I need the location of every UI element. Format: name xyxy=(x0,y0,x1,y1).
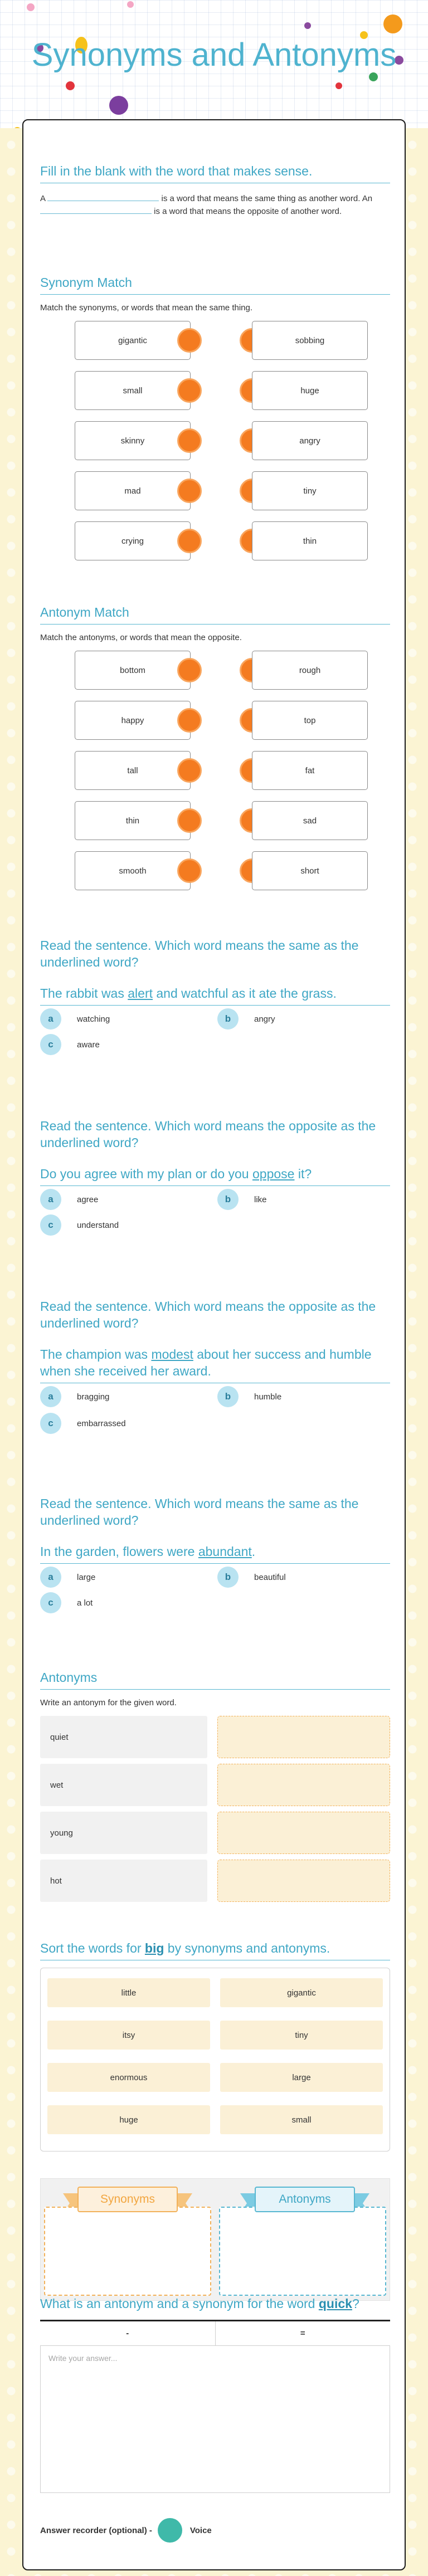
synonyms-bin-label: Synonyms xyxy=(77,2187,178,2212)
sort-word-chip[interactable]: tiny xyxy=(220,2021,383,2050)
synonym-match-heading: Synonym Match xyxy=(40,275,132,290)
antonym-word: hot xyxy=(40,1860,207,1902)
decor-dot xyxy=(109,96,128,115)
antonym-answer-field[interactable] xyxy=(217,1764,390,1806)
antonym-word: young xyxy=(40,1812,207,1854)
match-card-right[interactable]: fat xyxy=(252,751,368,790)
match-row xyxy=(40,371,390,410)
match-card-left[interactable]: gigantic xyxy=(75,321,191,360)
match-row xyxy=(40,801,390,840)
answer-option[interactable] xyxy=(40,1034,100,1055)
option-letter-badge: c xyxy=(40,1034,61,1055)
header-banner xyxy=(0,0,428,128)
sort-bins xyxy=(40,2178,390,2301)
match-connector[interactable] xyxy=(177,378,202,403)
match-card-right[interactable]: sobbing xyxy=(252,321,368,360)
antonym-row xyxy=(40,1812,390,1854)
sort-word-chip[interactable]: enormous xyxy=(47,2063,210,2092)
sort-word-chip[interactable]: huge xyxy=(47,2105,210,2134)
decor-dot xyxy=(127,1,134,8)
question-prompt: Read the sentence. Which word means the same as the underlined word? xyxy=(40,1496,359,1528)
sort-heading: Sort the words for big by synonyms and antonyms. xyxy=(40,1941,330,1955)
option-letter-badge: a xyxy=(40,1189,61,1210)
final-question xyxy=(40,2295,390,2535)
option-letter-badge: a xyxy=(40,1386,61,1407)
match-card-left[interactable]: thin xyxy=(75,801,191,840)
voice-label: Voice xyxy=(189,2525,212,2535)
match-card-right[interactable]: thin xyxy=(252,521,368,560)
option-text: bragging xyxy=(77,1392,110,1402)
divider xyxy=(40,1563,390,1564)
match-connector[interactable] xyxy=(177,758,202,783)
sort-word-chip[interactable]: little xyxy=(47,1978,210,2007)
question-sentence: In the garden, flowers were abundant. xyxy=(40,1544,256,1559)
question-prompt: Read the sentence. Which word means the opposite as the underlined word? xyxy=(40,1119,376,1150)
voice-record-button[interactable] xyxy=(158,2518,182,2543)
fill-blank-heading: Fill in the blank with the word that makes sense. xyxy=(40,164,313,178)
blank-text-a: A xyxy=(40,194,46,203)
match-card-right[interactable]: huge xyxy=(252,371,368,410)
question-prompt: Read the sentence. Which word means the opposite as the underlined word? xyxy=(40,1299,376,1330)
match-connector[interactable] xyxy=(177,328,202,353)
antonym-word: wet xyxy=(40,1764,207,1806)
match-card-right[interactable]: rough xyxy=(252,651,368,690)
sort-word-chip[interactable]: large xyxy=(220,2063,383,2092)
match-card-right[interactable]: tiny xyxy=(252,471,368,510)
question-sentence: The champion was modest about her success and humble when she received her award. xyxy=(40,1347,372,1378)
antonyms-section xyxy=(40,1669,390,1886)
page-title: Synonyms and Antonyms xyxy=(31,37,397,73)
blank-input-1[interactable] xyxy=(47,192,159,201)
question-3 xyxy=(40,1298,390,1428)
answer-option[interactable] xyxy=(40,1214,119,1236)
match-row xyxy=(40,471,390,510)
option-letter-badge: c xyxy=(40,1413,61,1434)
option-text: like xyxy=(254,1194,267,1204)
column-header-synonym: = xyxy=(215,2321,391,2345)
antonym-row xyxy=(40,1716,390,1758)
answer-textarea[interactable]: Write your answer... xyxy=(40,2346,390,2493)
match-connector[interactable] xyxy=(177,708,202,733)
option-text: a lot xyxy=(77,1598,93,1608)
question-4 xyxy=(40,1495,390,1608)
answer-option[interactable] xyxy=(40,1567,95,1588)
divider xyxy=(40,2315,390,2316)
match-row xyxy=(40,651,390,690)
answer-option[interactable] xyxy=(40,1386,109,1407)
option-text: large xyxy=(77,1572,96,1582)
blank-text-b: is a word that means the same thing as another word. An xyxy=(161,194,373,203)
column-header-antonym: - xyxy=(126,2329,129,2338)
antonym-match-section xyxy=(40,604,390,876)
sort-word-chip[interactable]: itsy xyxy=(47,2021,210,2050)
antonyms-bin-label: Antonyms xyxy=(255,2187,355,2212)
match-row xyxy=(40,521,390,560)
decor-dot xyxy=(304,22,311,29)
synonym-match-section xyxy=(40,274,390,546)
sort-word-chip[interactable]: gigantic xyxy=(220,1978,383,2007)
option-text: aware xyxy=(77,1040,100,1050)
question-2 xyxy=(40,1118,390,1230)
option-text: agree xyxy=(77,1194,99,1204)
decor-dot xyxy=(383,14,402,33)
word-bank xyxy=(40,1968,390,2151)
match-card-left[interactable]: bottom xyxy=(75,651,191,690)
option-letter-badge: c xyxy=(40,1214,61,1236)
blank-input-2[interactable] xyxy=(40,205,152,214)
match-connector[interactable] xyxy=(177,858,202,883)
answer-table xyxy=(40,2320,390,2493)
antonym-word: quiet xyxy=(40,1716,207,1758)
answer-option[interactable] xyxy=(40,1592,93,1613)
option-text: angry xyxy=(254,1014,275,1024)
final-question-heading: What is an antonym and a synonym for the word quick? xyxy=(40,2296,359,2311)
match-card-left[interactable]: skinny xyxy=(75,421,191,460)
match-card-left[interactable]: smooth xyxy=(75,851,191,890)
match-connector[interactable] xyxy=(177,479,202,503)
divider xyxy=(40,1185,390,1186)
answer-option[interactable] xyxy=(217,1008,275,1030)
match-card-left[interactable]: tall xyxy=(75,751,191,790)
antonyms-drop-zone[interactable] xyxy=(219,2207,386,2296)
fill-blank-section xyxy=(40,163,390,218)
fill-blank-text xyxy=(40,192,390,218)
answer-recorder xyxy=(40,2518,212,2543)
option-text: humble xyxy=(254,1392,282,1402)
match-connector[interactable] xyxy=(177,428,202,453)
match-row xyxy=(40,851,390,890)
question-sentence: Do you agree with my plan or do you oppose it? xyxy=(40,1167,312,1181)
option-letter-badge: b xyxy=(217,1008,239,1030)
antonym-answer-field[interactable] xyxy=(217,1812,390,1854)
divider xyxy=(40,1005,390,1006)
decor-dot xyxy=(66,81,75,90)
question-prompt: Read the sentence. Which word means the same as the underlined word? xyxy=(40,938,359,969)
antonym-row xyxy=(40,1764,390,1806)
option-letter-badge: b xyxy=(217,1567,239,1588)
option-letter-badge: b xyxy=(217,1189,239,1210)
table-header-row xyxy=(40,2321,390,2346)
option-text: understand xyxy=(77,1220,119,1230)
option-text: watching xyxy=(77,1014,110,1024)
answer-option[interactable] xyxy=(217,1567,286,1588)
antonym-match-instruction: Match the antonyms, or words that mean the opposite. xyxy=(40,633,242,642)
option-text: beautiful xyxy=(254,1572,286,1582)
match-connector[interactable] xyxy=(177,529,202,553)
match-connector[interactable] xyxy=(177,808,202,833)
question-sentence: The rabbit was alert and watchful as it ate the grass. xyxy=(40,986,337,1001)
match-card-right[interactable]: sad xyxy=(252,801,368,840)
sort-word-chip[interactable]: small xyxy=(220,2105,383,2134)
recorder-label: Answer recorder (optional) - xyxy=(40,2525,152,2535)
option-text: embarrassed xyxy=(77,1418,126,1428)
divider xyxy=(40,294,390,295)
answer-option[interactable] xyxy=(40,1008,110,1030)
answer-option[interactable] xyxy=(40,1413,126,1434)
blank-text-c: is a word that means the opposite of another word. xyxy=(154,207,342,216)
answer-option[interactable] xyxy=(217,1386,281,1407)
option-letter-badge: c xyxy=(40,1592,61,1613)
match-row xyxy=(40,701,390,740)
option-letter-badge: a xyxy=(40,1567,61,1588)
decor-dot xyxy=(27,3,35,11)
match-card-right[interactable]: short xyxy=(252,851,368,890)
antonym-match-heading: Antonym Match xyxy=(40,605,129,619)
match-card-left[interactable]: small xyxy=(75,371,191,410)
option-letter-badge: a xyxy=(40,1008,61,1030)
match-card-left[interactable]: crying xyxy=(75,521,191,560)
answer-option[interactable] xyxy=(217,1189,267,1210)
decor-dot xyxy=(13,127,21,128)
match-card-right[interactable]: top xyxy=(252,701,368,740)
match-card-right[interactable]: angry xyxy=(252,421,368,460)
decor-dot xyxy=(335,82,342,89)
match-row xyxy=(40,321,390,360)
synonyms-drop-zone[interactable] xyxy=(44,2207,211,2296)
antonyms-heading: Antonyms xyxy=(40,1670,98,1685)
match-card-left[interactable]: mad xyxy=(75,471,191,510)
antonyms-instruction: Write an antonym for the given word. xyxy=(40,1698,177,1707)
match-connector[interactable] xyxy=(177,658,202,682)
option-letter-badge: b xyxy=(217,1386,239,1407)
divider xyxy=(40,1689,390,1690)
match-row xyxy=(40,751,390,790)
sort-section xyxy=(40,1940,390,2206)
match-card-left[interactable]: happy xyxy=(75,701,191,740)
antonym-row xyxy=(40,1860,390,1902)
synonym-match-instruction: Match the synonyms, or words that mean the same thing. xyxy=(40,303,253,313)
match-row xyxy=(40,421,390,460)
worksheet xyxy=(22,119,406,2570)
antonym-answer-field[interactable] xyxy=(217,1860,390,1902)
antonym-answer-field[interactable] xyxy=(217,1716,390,1758)
divider xyxy=(40,624,390,625)
question-1 xyxy=(40,937,390,1050)
answer-option[interactable] xyxy=(40,1189,98,1210)
